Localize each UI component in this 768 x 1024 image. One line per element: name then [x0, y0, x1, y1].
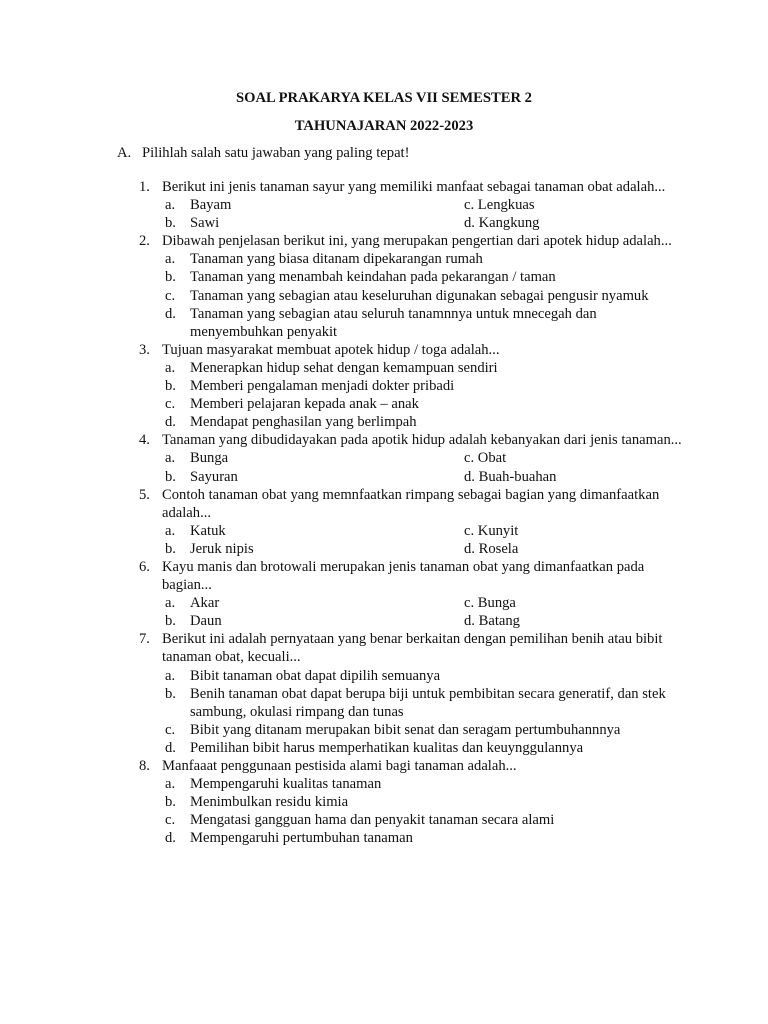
- option-text: Batang: [478, 613, 520, 630]
- answer-option: [0, 685, 768, 721]
- answer-option: [0, 287, 768, 305]
- option-text: Bunga: [190, 450, 229, 467]
- answer-option: [0, 395, 768, 413]
- question-item: [0, 431, 768, 485]
- option-text: Akar: [190, 595, 220, 612]
- document-title: SOAL PRAKARYA KELAS VII SEMESTER 2: [236, 90, 532, 106]
- academic-year-title: TAHUNAJARAN 2022-2023: [294, 118, 474, 134]
- option-label: b.: [165, 613, 176, 630]
- option-label: c.: [165, 721, 176, 738]
- question-number: 6.: [139, 558, 150, 575]
- option-row: [0, 612, 768, 630]
- option-label: c.: [165, 812, 176, 829]
- option-label: b.: [165, 468, 176, 485]
- option-row: [0, 196, 768, 214]
- option-text: Menimbulkan residu kimia: [190, 794, 349, 811]
- option-label: c.: [464, 595, 475, 612]
- option-label: c.: [464, 450, 475, 467]
- answer-options: [0, 359, 768, 431]
- option-label: c.: [165, 287, 176, 304]
- option-row: [0, 449, 768, 467]
- answer-option: [0, 250, 768, 268]
- question-number: 3.: [139, 341, 150, 358]
- option-text: Bibit tanaman obat dapat dipilih semuanya: [190, 667, 441, 684]
- option-label: b.: [165, 378, 176, 395]
- answer-option: [464, 468, 556, 486]
- option-label: d.: [165, 739, 176, 756]
- answer-option: [0, 196, 300, 214]
- option-text: Mempengaruhi kualitas tanaman: [190, 776, 382, 793]
- question-text: Berikut ini adalah pernyataan yang benar berkaitan dengan pemilihan benih atau bibit tanaman obat, kecuali...: [162, 631, 663, 666]
- answer-option: [464, 540, 518, 558]
- answer-option: [0, 214, 300, 232]
- option-text: Kangkung: [478, 215, 540, 232]
- option-text: Memberi pelajaran kepada anak – anak: [190, 396, 419, 413]
- option-text: Jeruk nipis: [190, 540, 254, 557]
- question-number: 4.: [139, 432, 150, 449]
- option-text: Tanaman yang biasa ditanam dipekarangan rumah: [190, 251, 483, 268]
- option-label: c.: [165, 396, 176, 413]
- option-label: b.: [165, 269, 176, 286]
- option-text: Memberi pengalaman menjadi dokter pribadi: [190, 378, 455, 395]
- option-text: Sayuran: [190, 468, 238, 485]
- option-label: a.: [165, 667, 176, 684]
- option-text: Katuk: [190, 522, 226, 539]
- question-text: Dibawah penjelasan berikut ini, yang merupakan pengertian dari apotek hidup adalah...: [162, 233, 672, 250]
- question-number: 1.: [139, 179, 150, 195]
- option-label: b.: [165, 794, 176, 811]
- option-row: [0, 540, 768, 558]
- answer-option: [0, 540, 300, 558]
- answer-options: [0, 594, 768, 630]
- option-text: Mendapat penghasilan yang berlimpah: [190, 414, 417, 431]
- answer-option: [464, 612, 520, 630]
- answer-option: [0, 359, 768, 377]
- option-label: b.: [165, 540, 176, 557]
- option-label: d.: [165, 830, 176, 847]
- option-text: Tanaman yang menambah keindahan pada pekarangan / taman: [190, 269, 556, 286]
- question-item: [0, 341, 768, 431]
- option-label: b.: [165, 215, 176, 232]
- option-text: Tanaman yang sebagian atau seluruh tanamnnya untuk mnecegah dan menyembuhkan penyakit: [190, 305, 597, 340]
- answer-option: [0, 721, 768, 739]
- question-item: [0, 486, 768, 558]
- option-label: d.: [464, 468, 475, 485]
- answer-option: [0, 612, 300, 630]
- answer-options: [0, 775, 768, 847]
- question-text: Tanaman yang dibudidayakan pada apotik hidup adalah kebanyakan dari jenis tanaman...: [162, 432, 682, 449]
- answer-option: [0, 449, 300, 467]
- option-label: a.: [165, 595, 176, 612]
- option-label: b.: [165, 685, 176, 702]
- question-text: Berikut ini jenis tanaman sayur yang memiliki manfaat sebagai tanaman obat adalah...: [162, 179, 666, 195]
- question-item: [0, 630, 768, 757]
- answer-option: [0, 739, 768, 757]
- option-label: d.: [464, 215, 475, 232]
- option-text: Bunga: [477, 595, 516, 612]
- question-text: Contoh tanaman obat yang memnfaatkan rimpang sebagai bagian yang dimanfaatkan adalah...: [162, 486, 660, 521]
- answer-options: [0, 250, 768, 340]
- option-text: Menerapkan hidup sehat dengan kemampuan sendiri: [190, 359, 498, 376]
- option-text: Pemilihan bibit harus memperhatikan kualitas dan keuynggulannya: [190, 739, 584, 756]
- option-text: Benih tanaman obat dapat berupa biji untuk pembibitan secara generatif, dan stek sambung, okulasi rimpang dan tunas: [190, 685, 666, 720]
- option-row: [0, 468, 768, 486]
- option-text: Sawi: [190, 215, 220, 232]
- answer-options: [0, 522, 768, 558]
- option-text: Bayam: [190, 197, 232, 214]
- option-label: d.: [464, 613, 475, 630]
- option-text: Kunyit: [477, 522, 519, 539]
- question-item: [0, 757, 768, 847]
- question-number: 7.: [139, 631, 150, 648]
- answer-option: [0, 522, 300, 540]
- option-text: Mengatasi gangguan hama dan penyakit tanaman secara alami: [190, 812, 555, 829]
- section-label: A.: [117, 145, 132, 161]
- option-label: a.: [165, 450, 176, 467]
- option-label: a.: [165, 197, 176, 214]
- answer-option: [0, 468, 300, 486]
- answer-options: [0, 196, 768, 232]
- question-item: [0, 558, 768, 630]
- option-label: d.: [165, 414, 176, 431]
- option-text: Tanaman yang sebagian atau keseluruhan digunakan sebagai pengusir nyamuk: [190, 287, 649, 304]
- option-label: c.: [464, 522, 475, 539]
- answer-option: [464, 522, 518, 540]
- answer-option: [0, 594, 300, 612]
- question-list: [0, 178, 768, 847]
- question-number: 8.: [139, 758, 150, 774]
- answer-options: [0, 667, 768, 757]
- answer-option: [0, 413, 768, 431]
- option-label: a.: [165, 251, 176, 268]
- option-row: [0, 522, 768, 540]
- answer-option: [464, 196, 535, 214]
- question-item: [0, 232, 768, 341]
- option-row: [0, 594, 768, 612]
- answer-option: [0, 268, 768, 286]
- option-text: Mempengaruhi pertumbuhan tanaman: [190, 830, 413, 847]
- question-number: 2.: [139, 233, 150, 250]
- answer-option: [0, 829, 768, 847]
- answer-option: [0, 667, 768, 685]
- option-label: c.: [464, 197, 475, 214]
- answer-option: [0, 377, 768, 395]
- option-text: Daun: [190, 613, 222, 630]
- option-text: Lengkuas: [477, 197, 535, 214]
- option-label: a.: [165, 359, 176, 376]
- answer-option: [0, 305, 768, 341]
- question-text: Kayu manis dan brotowali merupakan jenis tanaman obat yang dimanfaatkan pada bagian...: [162, 558, 645, 594]
- option-text: Obat: [477, 450, 507, 467]
- option-label: d.: [464, 540, 475, 557]
- option-label: a.: [165, 776, 176, 793]
- option-text: Bibit yang ditanam merupakan bibit senat dan seragam pertumbuhannnya: [190, 721, 621, 738]
- answer-option: [464, 214, 539, 232]
- answer-option: [0, 811, 768, 829]
- answer-options: [0, 449, 768, 485]
- question-text: Tujuan masyarakat membuat apotek hidup / toga adalah...: [162, 341, 500, 358]
- option-label: d.: [165, 305, 176, 322]
- answer-option: [464, 594, 516, 612]
- option-row: [0, 214, 768, 232]
- option-text: Rosela: [478, 540, 519, 557]
- answer-option: [0, 775, 768, 793]
- answer-option: [464, 449, 506, 467]
- option-label: a.: [165, 522, 176, 539]
- question-number: 5.: [139, 486, 150, 503]
- question-text: Manfaaat penggunaan pestisida alami bagi tanaman adalah...: [162, 758, 517, 774]
- option-text: Buah-buahan: [478, 468, 557, 485]
- section-instruction: Pilihlah salah satu jawaban yang paling tepat!: [142, 145, 410, 161]
- answer-option: [0, 793, 768, 811]
- question-item: [0, 178, 768, 232]
